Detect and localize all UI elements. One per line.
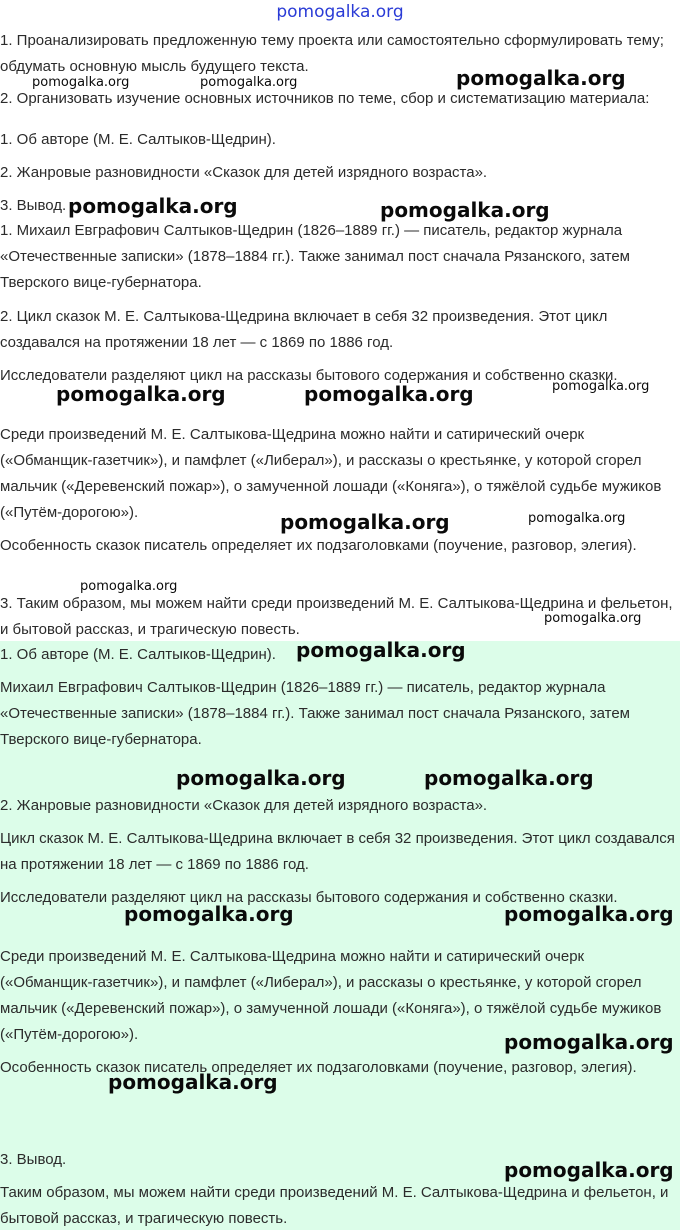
s2-researchers-paragraph: Исследователи разделяют цикл на рассказы бытового содержания и собственно сказки. [0,889,618,906]
s2-author-paragraph: Михаил Евграфович Салтыков-Щедрин (1826–1889 гг.) — писатель, редактор журнала «Отечественные записки» (1878–1884 гг.). Также занимал пост сначала Рязанского, затем Тверского вице-губернатора. [0,679,630,748]
watermark: pomogalka.org [504,1030,674,1054]
s1-subtitles-paragraph: Особенность сказок писатель определяет их подзаголовками (поучение, разговор, элегия). [0,537,637,554]
watermark: pomogalka.org [200,75,298,90]
watermark: pomogalka.org [176,766,346,790]
watermark: pomogalka.org [456,66,626,90]
s1-author-paragraph: 1. Михаил Евграфович Салтыков-Щедрин (1826–1889 гг.) — писатель, редактор журнала «Отечественные записки» (1878–1884 гг.). Также занимал пост сначала Рязанского, затем Тверского вице-губернатора. [0,222,630,291]
plan-item-genres: 2. Жанровые разновидности «Сказок для детей изрядного возраста». [0,164,488,181]
plan-step-1: 1. Проанализировать предложенную тему проекта или самостоятельно сформулировать тему; обдумать основную мысль будущего текста. [0,32,664,75]
watermark: pomogalka.org [552,379,650,394]
watermark: pomogalka.org [68,194,238,218]
s2-cycle-paragraph: Цикл сказок М. Е. Салтыкова-Щедрина включает в себя 32 произведения. Этот цикл создавался на протяжении 18 лет — с 1869 по 1886 год. [0,830,675,873]
s2-heading-genres: 2. Жанровые разновидности «Сказок для детей изрядного возраста». [0,797,488,814]
s1-works-paragraph: Среди произведений М. Е. Салтыкова-Щедрина можно найти и сатирический очерк («Обманщик-газетчик»), и памфлет («Либерал»), и рассказы о крестьянке, у которой сгорел мальчик («Деревенский пожар»), о замученной лошади («Коняга»), о тяжёлой судьбе мужиков («Путём-дорогою»). [0,426,662,521]
s2-heading-author: 1. Об авторе (М. Е. Салтыков-Щедрин). [0,646,276,663]
watermark: pomogalka.org [108,1070,278,1094]
watermark: pomogalka.org [424,766,594,790]
watermark: pomogalka.org [280,510,450,534]
s2-heading-conclusion: 3. Вывод. [0,1151,67,1168]
watermark: pomogalka.org [32,75,130,90]
watermark: pomogalka.org [504,1158,674,1182]
watermark: pomogalka.org [544,611,642,626]
s2-works-paragraph: Среди произведений М. Е. Салтыкова-Щедрина можно найти и сатирический очерк («Обманщик-газетчик»), и памфлет («Либерал»), и рассказы о крестьянке, у которой сгорел мальчик («Деревенский пожар»), о замученной лошади («Коняга»), о тяжёлой судьбе мужиков («Путём-дорогою»). [0,948,662,1043]
watermark: pomogalka.org [504,902,674,926]
plan-step-2: 2. Организовать изучение основных источников по теме, сбор и систематизацию материала: [0,90,650,107]
watermark: pomogalka.org [380,198,550,222]
watermark: pomogalka.org [124,902,294,926]
watermark: pomogalka.org [56,382,226,406]
watermark: pomogalka.org [528,511,626,526]
s2-conclusion-paragraph: Таким образом, мы можем найти среди произведений М. Е. Салтыкова-Щедрина и фельетон, и бытовой рассказ, и трагическую повесть. [0,1184,669,1227]
s1-cycle-paragraph: 2. Цикл сказок М. Е. Салтыкова-Щедрина включает в себя 32 произведения. Этот цикл создавался на протяжении 18 лет — с 1869 по 1886 год. [0,308,608,351]
watermark: pomogalka.org [304,382,474,406]
watermark: pomogalka.org [296,638,466,662]
watermark: pomogalka.org [80,579,178,594]
plan-item-author: 1. Об авторе (М. Е. Салтыков-Щедрин). [0,131,276,148]
site-title: pomogalka.org [276,2,404,22]
s1-researchers-paragraph: Исследователи разделяют цикл на рассказы бытового содержания и собственно сказки. [0,367,618,384]
plan-item-conclusion: 3. Вывод. [0,197,67,214]
s2-subtitles-paragraph: Особенность сказок писатель определяет их подзаголовками (поучение, разговор, элегия). [0,1059,637,1076]
s1-conclusion-paragraph: 3. Таким образом, мы можем найти среди произведений М. Е. Салтыкова-Щедрина и фельетон, и бытовой рассказ, и трагическую повесть. [0,595,673,638]
